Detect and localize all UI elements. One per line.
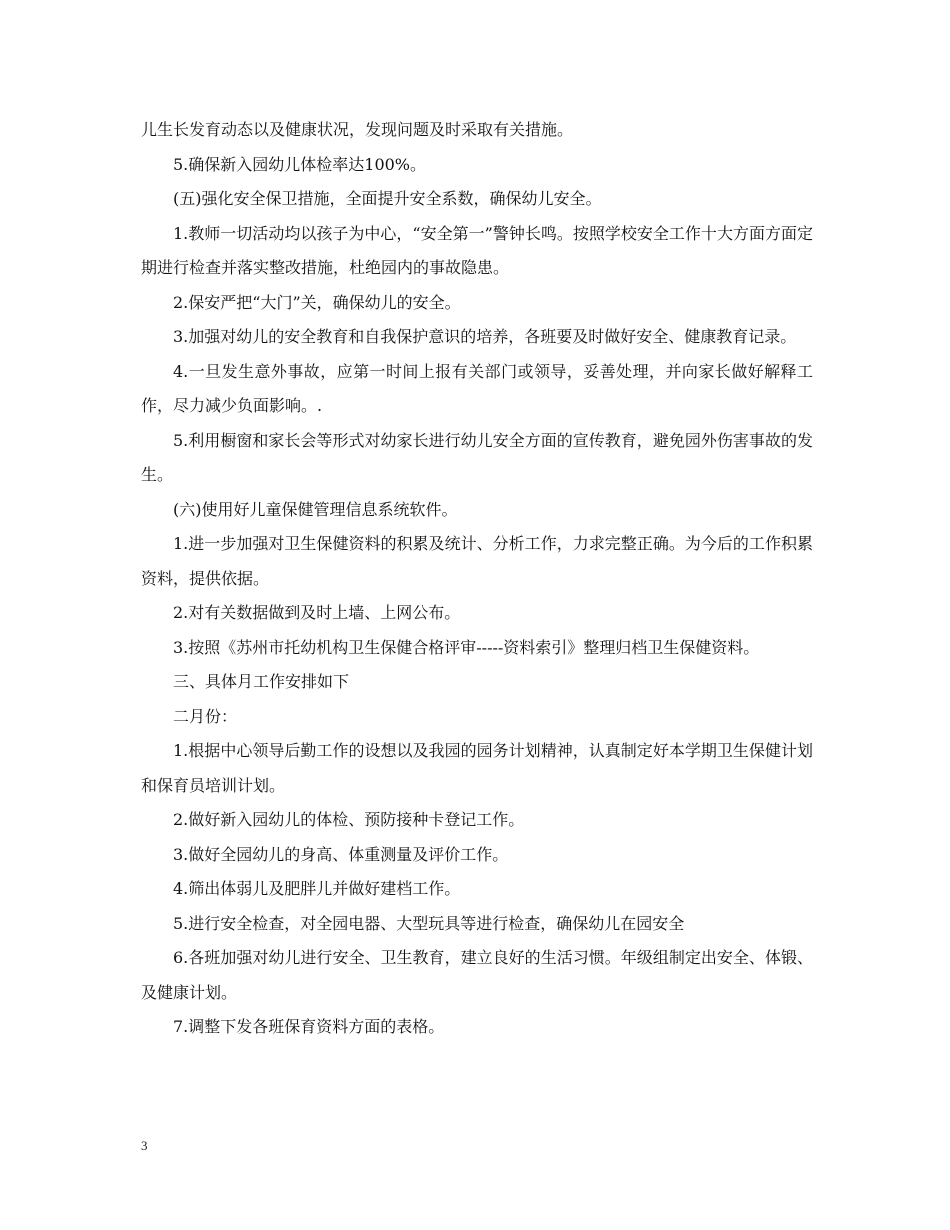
paragraph-15: 1.根据中心领导后勤工作的设想以及我园的园务计划精神，认真制定好本学期卫生保健计划和保育员培训计划。 (141, 741, 813, 795)
paragraph-7: 4.一旦发生意外事故，应第一时间上报有关部门或领导，妥善处理，并向家长做好解释工作，尽力减少负面影响。. (141, 361, 813, 415)
paragraph-19: 5.进行安全检查，对全园电器、大型玩具等进行检查，确保幼儿在园安全 (173, 913, 685, 933)
paragraph-18: 4.筛出体弱儿及肥胖儿并做好建档工作。 (173, 879, 461, 898)
paragraph-12: 3.按照《苏州市托幼机构卫生保健合格评审-----资料索引》整理归档卫生保健资料。 (173, 637, 760, 657)
paragraph-4: 1.教师一切活动均以孩子为中心，“安全第一”警钟长鸣。按照学校安全工作十大方面方面定期进行检查并落实整改措施，杜绝园内的事故隐患。 (141, 223, 813, 277)
paragraph-20: 6.各班加强对幼儿进行安全、卫生教育，建立良好的生活习惯。年级组制定出安全、体锻、及健康计划。 (141, 948, 813, 1002)
section-heading-3: 三、具体月工作安排如下 (173, 672, 350, 691)
paragraph-10: 1.进一步加强对卫生保健资料的积累及统计、分析工作，力求完整正确。为今后的工作积累资料，提供依据。 (141, 534, 813, 588)
section-heading-5: (五)强化安全保卫措施，全面提升安全系数，确保幼儿安全。 (173, 189, 602, 208)
document-body (141, 113, 813, 1045)
paragraph-8: 5.利用橱窗和家长会等形式对幼家长进行幼儿安全方面的宣传教育，避免园外伤害事故的发生。 (141, 430, 813, 484)
paragraph-6: 3.加强对幼儿的安全教育和自我保护意识的培养，各班要及时做好安全、健康教育记录。 (173, 327, 797, 346)
paragraph-16: 2.做好新入园幼儿的体检、预防接种卡登记工作。 (173, 810, 525, 829)
paragraph-2: 5.确保新入园幼儿体检率达100%。 (173, 154, 427, 174)
paragraph-5: 2.保安严把“大门”关，确保幼儿的安全。 (173, 292, 461, 312)
page-number: 3 (141, 1138, 148, 1153)
month-heading-february: 二月份： (173, 706, 238, 726)
paragraph-17: 3.做好全园幼儿的身高、体重测量及评价工作。 (173, 844, 509, 864)
paragraph-21: 7.调整下发各班保育资料方面的表格。 (173, 1017, 445, 1036)
paragraph-11: 2.对有关数据做到及时上墙、上网公布。 (173, 603, 461, 622)
paragraph-1: 儿生长发育动态以及健康状况，发现问题及时采取有关措施。 (141, 120, 574, 139)
section-heading-6: (六)使用好儿童保健管理信息系统软件。 (173, 499, 458, 519)
